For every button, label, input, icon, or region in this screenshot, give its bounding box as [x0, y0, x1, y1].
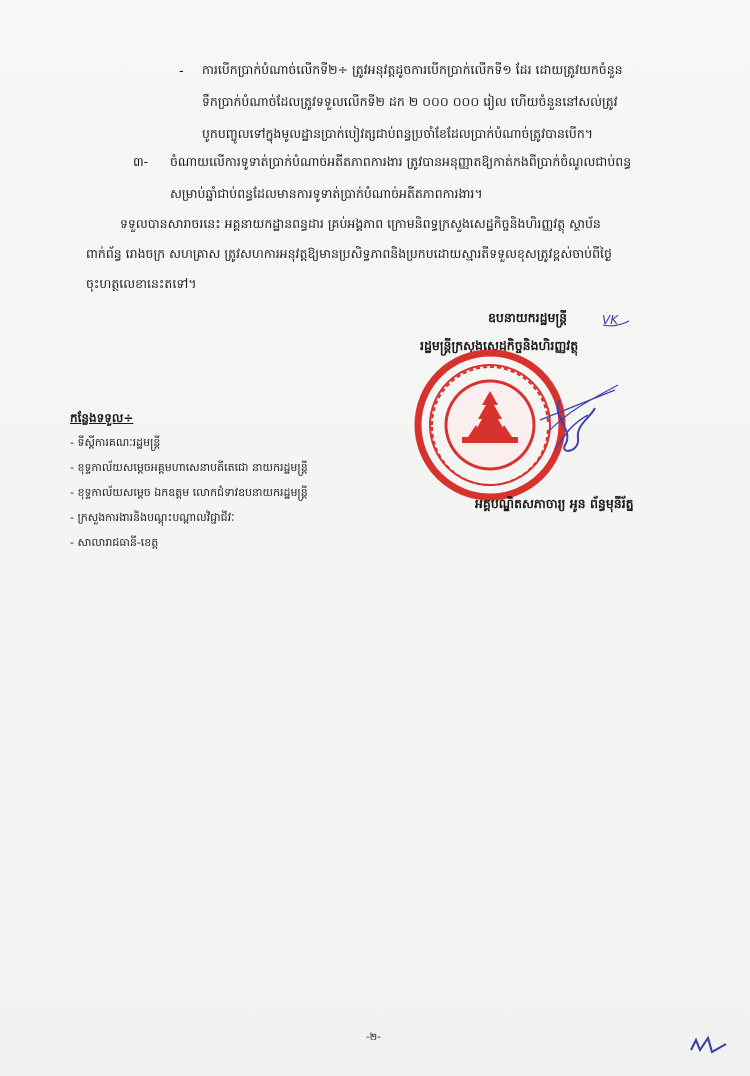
signatory-name: អគ្គបណ្ឌិតសភាចារ្យ អូន ព័ន្ធមុនីរ័ត្ន [475, 496, 634, 511]
cc-item: - ខុទ្ទកាល័យសម្តេច ឯកឧត្តម លោកជំទាវឧបនាយករដ្ឋមន្ត្រី [70, 486, 308, 499]
cc-item: - ក្រសួងការងារនិងបណ្តុះបណ្តាលវិជ្ជាជីវៈ [70, 511, 235, 524]
cc-item: - ខុទ្ទកាល័យសម្តេចអគ្គមហាសេនាបតីតេជោ នាយករដ្ឋមន្ត្រី [70, 461, 308, 474]
svg-text:VK: VK [602, 313, 619, 327]
corner-handwritten-mark [686, 1030, 736, 1060]
closing-line-3: ចុះហត្ថលេខានេះតទៅ។ [86, 276, 197, 291]
handwritten-signature [520, 360, 630, 470]
cc-item: - ទីស្តីការគណៈរដ្ឋមន្ត្រី [70, 436, 161, 449]
signature-title-2: រដ្ឋមន្ត្រីក្រសួងសេដ្ឋកិច្ចនិងហិរញ្ញវត្ថុ [420, 338, 579, 353]
dash-line-3: បូកបញ្ចូលទៅក្នុងមូលដ្ឋានប្រាក់បៀវត្សជាប់ពន្ធប្រចាំខែដែលប្រាក់បំណាច់ត្រូវបានបើក។ [202, 126, 593, 141]
item-3-line-1: ចំណាយលើការទូទាត់ប្រាក់បំណាច់អតីតភាពការងារ ត្រូវបានអនុញ្ញាតឱ្យកាត់កងពីប្រាក់ចំណូលជាប់ពន្ធ [170, 154, 632, 169]
dash-line-2: ទឹកប្រាក់បំណាច់ដែលត្រូវទទួលលើកទី២ ដក ២ ០០០ ០០០ រៀល ហើយចំនួននៅសល់ត្រូវ [202, 94, 618, 109]
cc-title: កន្លែងទទួល÷ [70, 411, 134, 425]
item-3-number: ៣- [133, 154, 149, 169]
item-3-line-2: សម្រាប់ឆ្នាំជាប់ពន្ធដែលមានការទូទាត់ប្រាក់បំណាច់អតីតភាពការងារ។ [170, 186, 483, 201]
signature-title-1: ឧបនាយករដ្ឋមន្ត្រី [488, 310, 568, 325]
closing-line-1: ទទួលបានសារាចរនេះ អគ្គនាយកដ្ឋានពន្ធដារ គ្រប់អង្គភាព ក្រោមនិពទ្ធក្រសួងសេដ្ឋកិច្ចនិងហិរញ្ញវត្ថុ ស្ថាប័ន [120, 216, 601, 231]
closing-line-2: ពាក់ព័ន្ធ រោងចក្រ សហគ្រាស ត្រូវសហការអនុវត្តឱ្យមានប្រសិទ្ធភាពនិងប្រកបដោយស្មារតីទទួលខុសត្រូវខ្ពស់ចាប់ពីថ្ងៃ [86, 246, 612, 261]
cc-item: - សាលារាជធានី-ខេត្ត [70, 536, 159, 549]
dash-line-1: ការបើកប្រាក់បំណាច់លើកទី២÷ ត្រូវអនុវត្តដូចការបើកប្រាក់លើកទី១ ដែរ ដោយត្រូវយកចំនួន [202, 62, 623, 77]
list-dash: - [179, 64, 184, 79]
handwritten-initial [601, 309, 631, 329]
page-number: -២- [366, 1032, 381, 1043]
